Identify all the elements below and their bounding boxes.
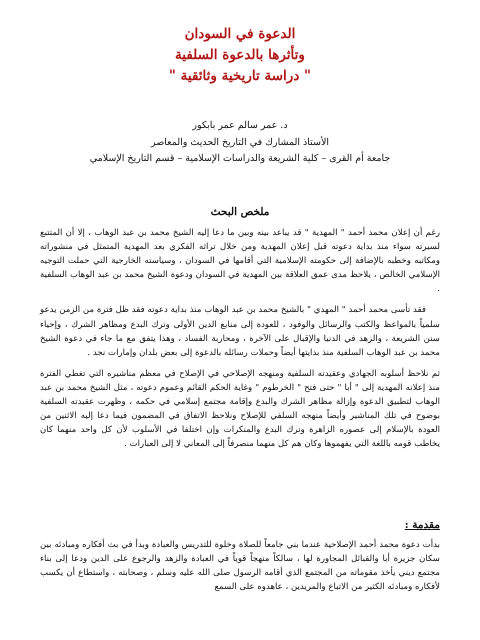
abstract-heading: ملخص البحث (210, 206, 270, 218)
abstract-paragraph-2: فقد تأسى محمد أحمد " المهدي " بالشيخ محمد بن عبد الوهاب منذ بداية دعوته فقد ظل فترة من الزمن يدعو سلمياً بالمواعظ والكتب والرسائل والوفود ، للعودة إلى منابع الدين الأولى وترك البدع ومظاهر الشرك ، وإحياء سنن الشريعة ، والزهد في الدنيا والإقبال على الآخرة ، ومحاربة الفساد ، وهذا يتفق مع ما جاء في دعوة الشيخ محمد بن عبد الوهاب السلفية منذ بدايتها أيضاً وحملات رسائله بالدعوة إلى بعض بلدان وإمارات نجد . (40, 305, 440, 358)
author-position: الأستاذ المشارك في التاريخ الحديث والمعاصر (150, 136, 330, 148)
title-line-2: وتأثرها بالدعوة السلفية (175, 47, 305, 63)
author-name: د. عمر سالم عمر بابكور (192, 120, 288, 131)
title-line-3: " دراسة تاريخية وثائقية " (168, 68, 312, 84)
author-info (40, 118, 440, 168)
title-line-1: الدعوة في السودان (184, 26, 296, 42)
abstract-paragraph-1: رغم أن إعلان محمد أحمد " المهدية " قد يباعد بينه وبين ما دعا إليه الشيخ محمد بن عبد الوهاب ، إلا أن المتتبع لسيرته سواء منذ بداية دعوته قبل إعلان المهدية ومن خلال تراثه الفكري بعد المهدية المتمثل في منشوراته ومكاتبه وخطبه بالإضافة إلى حكومته الإسلامية التي أقامها في السودان ، وسياسته الخارجية التي حملت التوجيه الإسلامي الخالص ، يلاحظ مدى عمق العلاقة بين المهدية في السودان ودعوة الشيخ محمد بن عبد الوهاب السلفية . (40, 228, 440, 295)
introduction-paragraph: بدأت دعوة محمد أحمد الإصلاحية عندما بني جامعاً للصلاة وخلوة للتدريس والعبادة وبدأ في بث أفكاره ومبادئه بين سكان جزيرة أبا والقبائل المجاورة لها ، سالكاً منهجاً قوياً في العبادة والزهد والرجوع على الدين ودعا إلى بناء مجتمع ديني يأخذ مقوماته من المجتمع الذي أقامه الرسول صلى الله عليه وسلم ، وصحابته ، واستطاع أن يكسب لأفكاره ومبادئه الكثير من الاتباع والمريدين ، عاهدوه على السمع (40, 540, 440, 593)
introduction-heading: مقدمة : (404, 519, 440, 531)
introduction-body (40, 538, 440, 594)
author-affiliation: جامعة أم القرى – كلية الشريعة والدراسات الإسلامية – قسم التاريخ الإسلامي (89, 153, 391, 164)
abstract-paragraph-3: ثم نلاحظ أسلوبه الجهادي وعقيدته السلفية ومنهجه الإصلاحي في الإصلاح في معظم مناشيره التي تغطي الفترة منذ إعلانه المهدية إلى " أبا " حتى فتح " الخرطوم " وغاية الحكم القائم وعموم دعوته ، مثل الشيخ محمد بن عبد الوهاب لتطبيق الدعوة وإزالة مظاهر الشرك والبدع وإقامة مجتمع إسلامي في حكمه ، وظهرت عقيدته السلفية بوضوح في تلك المناشير وأيضاً منهجه السلفي للإصلاح ونلاحظ الاتفاق في المضمون فيما دعا إليه الاثنين من العودة بالإسلام إلى عصوره الزاهرة وترك البدع والمنكرات وإن اختلفا في الأسلوب لأن كل واحد منهما كان يخاطب قومه باللغة التي يفهموها وكان هم كل منهما منصرفاً إلى المعاني لا إلى العبارات . (40, 368, 440, 450)
abstract-body (40, 226, 440, 451)
document-title (0, 24, 480, 87)
